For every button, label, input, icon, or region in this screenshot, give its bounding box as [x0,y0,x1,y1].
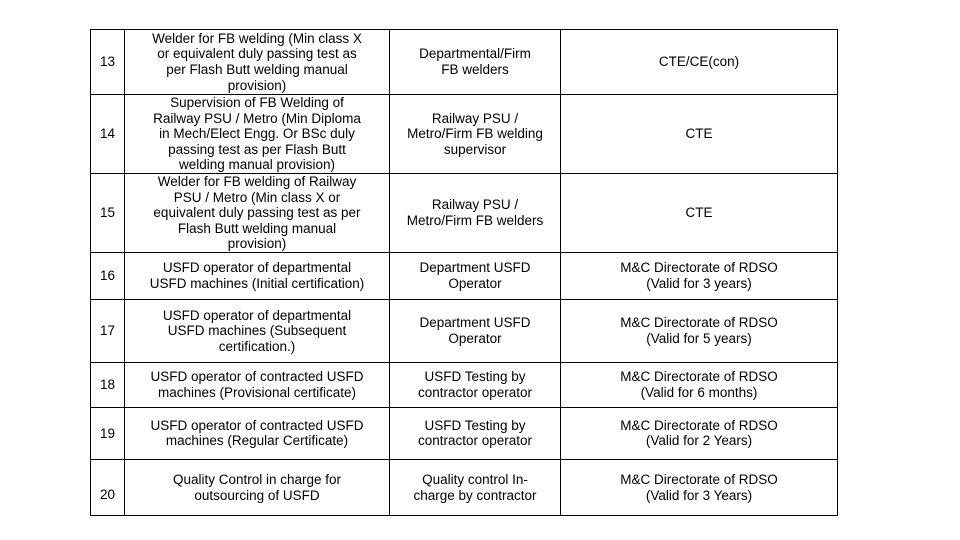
authority-cell [561,362,838,407]
description-cell [125,407,390,459]
authority-line: CTE/CE(con) [658,54,740,70]
category-line: contractor operator [417,384,533,400]
category-cell [390,95,561,174]
category-line: Metro/Firm FB welding [407,126,543,142]
authority-cell [561,30,838,95]
table-row [91,252,838,299]
description-line: Flash Butt welding manual [177,220,337,236]
authority-cell [561,95,838,174]
description-line: machines (Regular Certificate) [165,433,349,449]
description-line: outsourcing of USFD [194,487,320,503]
description-cell [125,30,390,95]
row-number: 16 [91,252,125,299]
description-line: USFD operator of contracted USFD [150,417,364,433]
description-line: Welder for FB welding of Railway [157,173,357,189]
authority-cell [561,407,838,459]
description-line: per Flash Butt welding manual [166,62,348,77]
description-cell [125,459,390,515]
table-row [91,459,838,515]
authority-line: M&C Directorate of RDSO [620,260,778,276]
row-number: 14 [91,95,125,174]
category-line: USFD Testing by [424,417,526,433]
authority-line: (Valid for 2 Years) [645,433,753,449]
description-line: in Mech/Elect Engg. Or BSc duly [159,126,355,142]
authority-line: M&C Directorate of RDSO [620,471,778,487]
description-cell [125,299,390,362]
table-row [91,95,838,174]
description-line: equivalent duly passing test as per [153,205,361,221]
description-line: Supervision of FB Welding of [170,95,344,110]
authority-cell [561,299,838,362]
authority-line: M&C Directorate of RDSO [620,417,778,433]
category-line: charge by contractor [413,487,537,503]
description-line: USFD machines (Initial certification) [149,275,365,291]
authority-line: M&C Directorate of RDSO [620,315,778,331]
category-cell [390,459,561,515]
description-line: or equivalent duly passing test as [157,46,357,62]
description-line: provision) [227,236,287,252]
category-cell [390,299,561,362]
description-line: Quality Control in charge for [172,471,342,487]
description-cell [125,252,390,299]
description-cell [125,95,390,174]
category-cell [390,362,561,407]
certification-table [90,29,838,516]
table-row [91,362,838,407]
category-line: USFD Testing by [424,369,526,385]
description-line: Welder for FB welding (Min class X [152,30,362,46]
category-line: Railway PSU / [431,197,519,213]
table-row [91,30,838,95]
row-number: 17 [91,299,125,362]
row-number: 18 [91,362,125,407]
authority-line: CTE [685,205,713,221]
description-line: certification.) [218,338,296,354]
row-number: 15 [91,173,125,252]
description-line: machines (Provisional certificate) [157,384,357,400]
table-body [91,30,838,516]
row-number: 13 [91,30,125,95]
authority-line: (Valid for 5 years) [646,330,752,346]
description-line: provision) [227,77,287,93]
description-line: USFD operator of departmental [162,307,352,323]
category-line: Metro/Firm FB welders [406,212,544,228]
category-line: Quality control In- [422,471,528,487]
description-line: USFD machines (Subsequent [167,323,347,339]
category-cell [390,252,561,299]
category-cell [390,30,561,95]
category-line: supervisor [443,141,507,157]
description-cell [125,362,390,407]
table-row [91,173,838,252]
authority-cell [561,173,838,252]
authority-line: (Valid for 3 years) [646,275,752,291]
row-number: 20 [91,459,125,515]
category-line: contractor operator [417,433,533,449]
description-line: USFD operator of contracted USFD [150,369,364,385]
authority-line: (Valid for 6 months) [640,384,758,400]
category-line: Operator [448,275,502,291]
category-cell [390,407,561,459]
row-number: 19 [91,407,125,459]
authority-cell [561,459,838,515]
category-line: FB welders [441,62,509,77]
category-cell [390,173,561,252]
category-line: Operator [448,330,502,346]
category-line: Departmental/Firm [419,46,531,62]
description-line: Railway PSU / Metro (Min Diploma [153,110,361,126]
category-line: Department USFD [419,260,531,276]
description-line: PSU / Metro (Min class X or [173,189,341,205]
category-line: Department USFD [419,315,531,331]
authority-line: M&C Directorate of RDSO [620,369,778,385]
description-cell [125,173,390,252]
authority-line: (Valid for 3 Years) [645,487,753,503]
table-row [91,299,838,362]
category-line: Railway PSU / [431,110,519,126]
description-line: USFD operator of departmental [162,260,352,276]
authority-line: CTE [685,126,713,142]
table-row [91,407,838,459]
description-line: welding manual provision) [178,157,336,173]
description-line: passing test as per Flash Butt [168,141,346,157]
authority-cell [561,252,838,299]
